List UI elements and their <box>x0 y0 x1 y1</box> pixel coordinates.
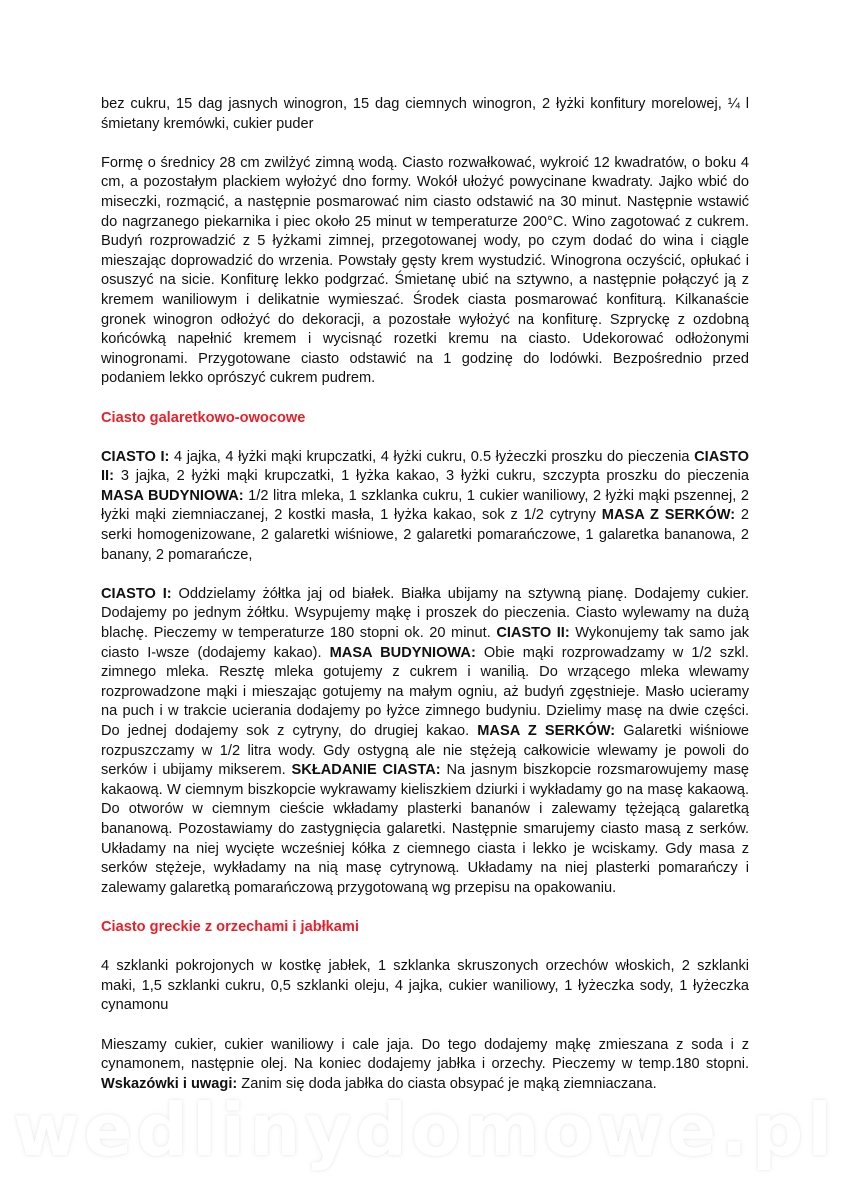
label-wskazowki: Wskazówki i uwagi: <box>101 1075 238 1092</box>
text-masa-budyniowa: 1/2 litra mleka, 1 szklanka cukru, 1 cukier waniliowy, 2 łyżki mąki pszennej, 2 łyżki mąki ziemniaczanej, 2 kostki masła, 1 łyżka kakao, sok z 1/2 cytryny <box>101 487 749 524</box>
text-ciasto-2: 3 jajka, 2 łyżki mąki krupczatki, 1 łyżka kakao, 3 łyżki cukru, szczypta proszku do pieczenia <box>113 468 749 485</box>
text-wskazowki: Zanim się doda jabłka do ciasta obsypać je mąką ziemniaczana. <box>237 1075 657 1092</box>
method-label-masa-z-serkow: MASA Z SERKÓW: <box>477 723 616 739</box>
method-skladanie: Na jasnym biszkopcie rozsmarowujemy masę kakaową. W ciemnym biszkopcie wykrawamy kieliszkiem dziurki i wykładamy go na masę kakaową. Do otworów w ciemnym cieście wkładamy plasterki bananów i zalewamy tężejącą galaretką bananową. Pozostawiamy do zastygnięcia galaretki. Następnie smarujemy ciasto masą z serków. Układamy na niej wycięte wcześniej kółka z ciemnego ciasta i lekko je wciskamy. Gdy masa z serków stężeje, wykładamy na nią masę cytrynową. Układamy na niej plasterki pomarańczy i zalewamy galaretką pomarańczową przygotowaną wg przepisu na opakowaniu. <box>101 762 749 896</box>
method-masa-budyniowa: Obie mąki rozprowadzamy w 1/2 szkl. zimnego mleka. Resztę mleka gotujemy z cukrem i wanilią. Do wrzącego mleka wlewamy rozprowadzone mąki i mieszając gotujemy na małym ogniu, aż budyń zgęstnieje. Masło ucieramy na puch i w trakcie ucierania dodajemy po łyżce zimnego budyniu. Dzielimy masę na dwie części. Do jednej dodajemy sok z cytryny, do drugiej kakao. <box>101 644 749 739</box>
recipe1-method <box>101 585 749 899</box>
label-ciasto-2: CIASTO II: <box>101 448 750 485</box>
intro-method: Formę o średnicy 28 cm zwilżyć zimną wodą. Ciasto rozwałkować, wykroić 12 kwadratów, o boku 4 cm, a pozostałym plackiem wyłożyć dno formy. Wokół ułożyć powycinane kwadraty. Jajko wbić do miseczki, rozmącić, a następnie posmarować nim ciasto odstawić na 30 minut. Następnie wstawić do nagrzanego piekarnika i piec około 25 minut w temperaturze 200°C. Wino zagotować z cukrem. Budyń rozprowadzić z 5 łyżkami zimnej, przegotowanej wody, po czym dodać do wina i ciągle mieszając doprowadzić do wrzenia. Powstały gęsty krem wystudzić. Winogrona oczyścić, opłukać i osuszyć na sicie. Konfiturę lekko podgrzać. Śmietanę ubić na sztywno, a następnie połączyć ją z kremem waniliowym i delikatnie wymieszać. Środek ciasta posmarować konfiturą. Kilkanaście gronek winogron odłożyć do dekoracji, a pozostałe wyłożyć na konfiturę. Szpryckę z ozdobną końcówką napełnić kremem i wycisnąć rozetki kremu na ciasto. Udekorować odłożonymi winogronami. Przygotowane ciasto odstawić na 1 godzinę do lodówki. Bezpośrednio przed podaniem lekko oprószyć cukrem pudrem. <box>101 154 749 387</box>
method-ciasto-2: Wykonujemy tak samo jak ciasto I-wsze (dodajemy kakao). <box>101 625 750 661</box>
recipe2-method <box>101 1036 749 1095</box>
method-label-skladanie: SKŁADANIE CIASTA: <box>291 762 441 779</box>
label-masa-z-serkow: MASA Z SERKÓW: <box>601 507 736 524</box>
intro-ingredients: bez cukru, 15 dag jasnych winogron, 15 dag ciemnych winogron, 2 łyżki konfitury morelowej, ¼ l śmietany kremówki, cukier puder <box>101 96 749 132</box>
recipe2-ingredients: 4 szklanki pokrojonych w kostkę jabłek, 1 szklanka skruszonych orzechów włoskich, 2 szklanki maki, 1,5 szklanki cukru, 0,5 szklanki oleju, 4 jajka, cukier waniliowy, 1 łyżeczka sody, 1 łyżeczka cynamonu <box>101 958 749 1014</box>
method-label-masa-budyniowa: MASA BUDYNIOWA: <box>329 644 476 661</box>
text-masa-z-serkow: 2 serki homogenizowane, 2 galaretki wiśniowe, 2 galaretki pomarańczowe, 1 galaretka bananowa, 2 banany, 2 pomarańcze, <box>101 507 750 563</box>
text-ciasto-1: 4 jajka, 4 łyżki mąki krupczatki, 4 łyżki cukru, 0.5 łyżeczki proszku do pieczenia <box>169 448 695 465</box>
recipe1-ingredients <box>101 448 749 566</box>
method-masa-z-serkow: Galaretki wiśniowe rozpuszczamy w 1/2 litra wody. Gdy ostygną ale nie stężeją całkowicie wlewamy je powoli do serków i ubijamy mikserem. <box>101 723 749 779</box>
method-ciasto-1: Oddzielamy żółtka jaj od białek. Białka ubijamy na sztywną pianę. Dodajemy cukier. Dodajemy po jednym żółtku. Wsypujemy mąkę i proszek do pieczenia. Ciasto wylewamy na dużą blachę. Pieczemy w temperaturze 180 stopni ok. 20 minut. <box>101 585 749 642</box>
watermark-logo: wedlinydomowe.pl <box>13 1088 836 1172</box>
document-page <box>101 95 749 1094</box>
label-ciasto-1: CIASTO I: <box>101 448 170 465</box>
recipe-title-greckie: Ciasto greckie z orzechami i jabłkami <box>101 918 359 935</box>
method-label-ciasto-1: CIASTO I: <box>101 585 172 602</box>
label-masa-budyniowa: MASA BUDYNIOWA: <box>101 487 244 504</box>
method-greckie: Mieszamy cukier, cukier waniliowy i cale jaja. Do tego dodajemy mąkę zmieszana z soda i z cynamonem, następnie olej. Na koniec dodajemy jabłka i orzechy. Pieczemy w temp.180 stopni. <box>101 1036 749 1073</box>
method-label-ciasto-2: CIASTO II: <box>496 625 570 642</box>
recipe-title-galaretkowo: Ciasto galaretkowo-owocowe <box>101 409 306 426</box>
